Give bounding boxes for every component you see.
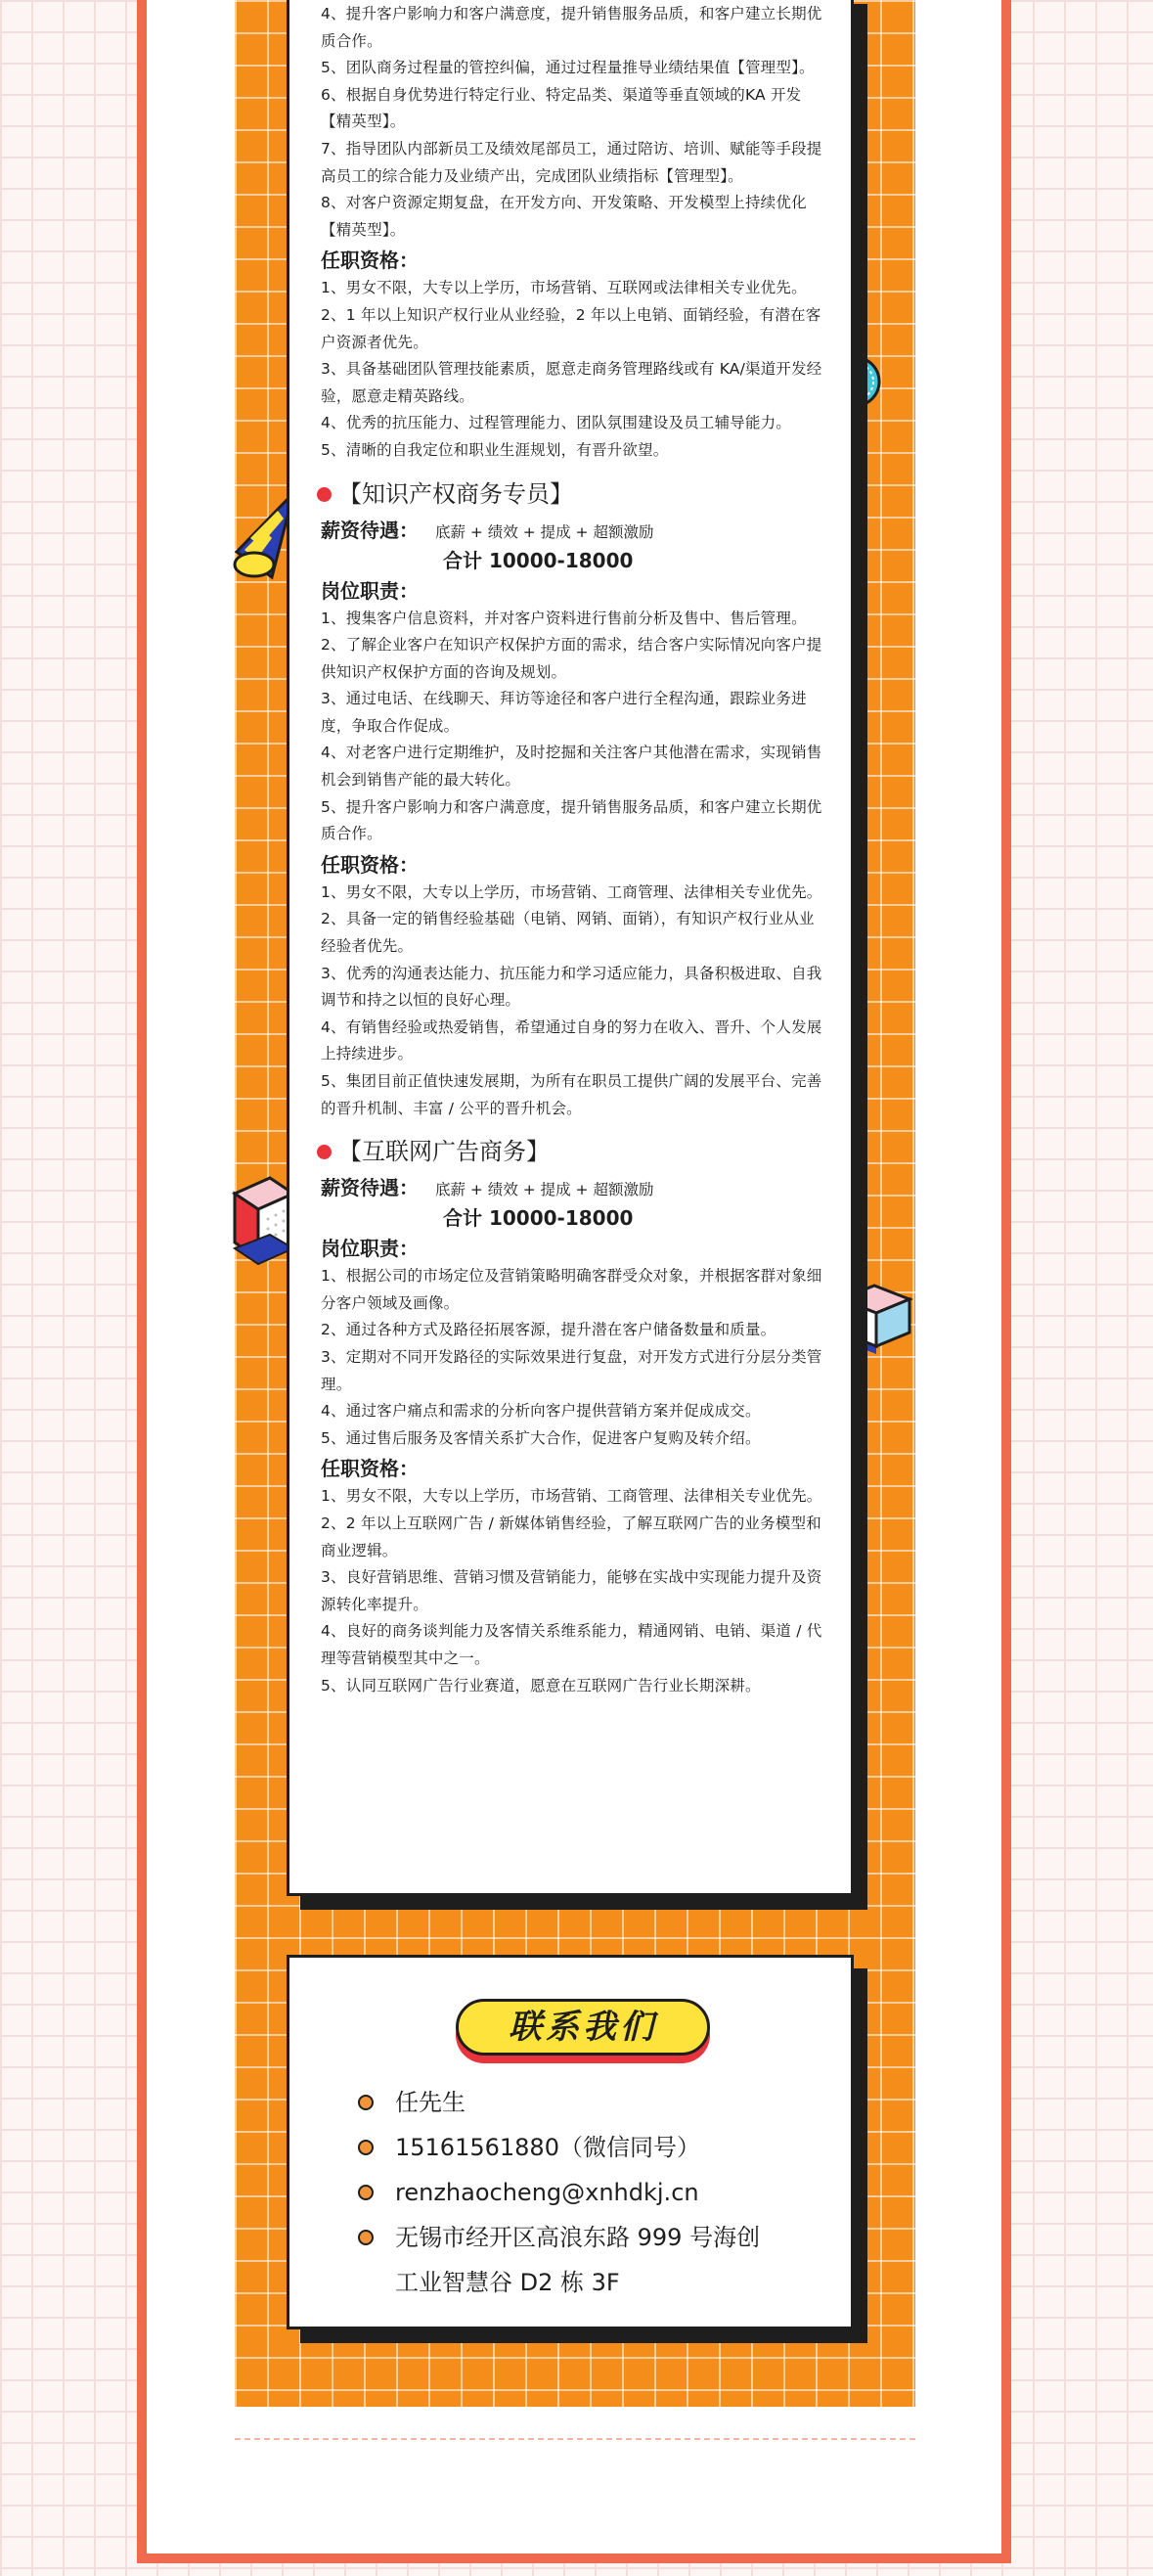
list-item: 1、根据公司的市场定位及营销策略明确客群受众对象，并根据客群对象细分客户领域及画像。	[321, 1267, 822, 1312]
list-item: 3、定期对不同开发路径的实际效果进行复盘，对开发方式进行分层分类管理。	[321, 1347, 822, 1393]
list-item: 5、通过售后服务及客情关系扩大合作，促进客户复购及转介绍。	[321, 1428, 761, 1447]
contact-address-line2: 工业智慧谷 D2 栋 3F	[395, 2269, 620, 2296]
list-item: 8、对客户资源定期复盘，在开发方向、开发策略、开发模型上持续优化【精英型】。	[321, 194, 807, 239]
list-item: 4、提升客户影响力和客户满意度，提升销售服务品质，和客户建立长期优质合作。	[321, 5, 822, 50]
list-item: 4、对老客户进行定期维护，及时挖掘和关注客户其他潜在需求，实现销售机会到销售产能的最大转化。	[321, 744, 822, 790]
salary-row	[321, 1173, 823, 1204]
bullet-icon	[358, 2140, 374, 2155]
contact-name	[358, 2080, 831, 2125]
list-item: 4、通过客户痛点和需求的分析向客户提供营销方案并促成成交。	[321, 1402, 761, 1421]
qualifications-heading: 任职资格：	[321, 249, 419, 273]
list-item: 5、集团目前正值快速发展期，为所有在职员工提供广阔的发展平台、完善的晋升机制、丰富 / 公平的晋升机会。	[321, 1072, 822, 1117]
section-title-text: 【互联网广告商务】	[338, 1138, 550, 1166]
salary-total: 合计 10000-18000	[443, 548, 634, 572]
list-item: 5、认同互联网广告行业赛道，愿意在互联网广告行业长期深耕。	[321, 1676, 761, 1695]
contact-email[interactable]	[358, 2170, 831, 2215]
dashed-divider	[235, 2438, 915, 2440]
list-item: 5、清晰的自我定位和职业生涯规划，有晋升欲望。	[321, 440, 669, 459]
bullet-icon	[358, 2230, 374, 2245]
contact-us-button[interactable]: 联系我们	[456, 1999, 710, 2056]
list-item: 3、优秀的沟通表达能力、抗压能力和学习适应能力，具备积极进取、自我调节和持之以恒的良好心理。	[321, 964, 822, 1010]
salary-label: 薪资待遇：	[321, 1176, 419, 1200]
ip-duties-list	[321, 606, 823, 848]
qualifications-heading: 任职资格：	[321, 1457, 419, 1481]
red-dot-icon	[317, 487, 332, 502]
red-dot-icon	[317, 1145, 332, 1159]
list-item: 1、搜集客户信息资料，并对客户资料进行售前分析及售中、售后管理。	[321, 609, 807, 627]
list-item: 2、2 年以上互联网广告 / 新媒体销售经验，了解互联网广告的业务模型和商业逻辑。	[321, 1514, 821, 1559]
ip-qualifications-list	[321, 880, 823, 1122]
list-item: 1、男女不限，大专以上学历，市场营销、工商管理、法律相关专业优先。	[321, 882, 822, 901]
list-item: 3、良好营销思维、营销习惯及营销能力，能够在实战中实现能力提升及资源转化率提升。	[321, 1568, 822, 1613]
salary-total: 合计 10000-18000	[443, 1206, 634, 1231]
list-item: 4、有销售经验或热爱销售，希望通过自身的努力在收入、晋升、个人发展上持续进步。	[321, 1017, 822, 1063]
section-title-ip-specialist	[321, 476, 823, 512]
prev-duties-list	[321, 1, 823, 244]
bullet-icon	[358, 2185, 374, 2200]
contact-phone-text[interactable]: 15161561880（微信同号）	[395, 2134, 700, 2161]
list-item: 4、优秀的抗压能力、过程管理能力、团队氛围建设及员工辅导能力。	[321, 414, 792, 432]
salary-row	[321, 516, 823, 547]
salary-label: 薪资待遇：	[321, 518, 419, 542]
list-item: 5、提升客户影响力和客户满意度，提升销售服务品质，和客户建立长期优质合作。	[321, 797, 822, 843]
list-item: 1、男女不限，大专以上学历，市场营销、工商管理、法律相关专业优先。	[321, 1487, 822, 1506]
list-item: 2、了解企业客户在知识产权保护方面的需求，结合客户实际情况向客户提供知识产权保护方面的咨询及规划。	[321, 636, 822, 681]
section-title-text: 【知识产权商务专员】	[338, 479, 573, 508]
contact-email-text[interactable]: renzhaocheng@xnhdkj.cn	[395, 2179, 699, 2206]
list-item: 5、团队商务过程量的管控纠偏，通过过程量推导业绩结果值【管理型】。	[321, 59, 815, 77]
salary-desc: 底薪 + 绩效 + 提成 + 超额激励	[434, 522, 654, 541]
list-item: 3、通过电话、在线聊天、拜访等途径和客户进行全程沟通，跟踪业务进度，争取合作促成。	[321, 690, 807, 735]
list-item: 1、男女不限，大专以上学历，市场营销、互联网或法律相关专业优先。	[321, 279, 807, 297]
duties-heading: 岗位职责：	[321, 1237, 419, 1261]
list-item: 2、通过各种方式及路径拓展客源，提升潜在客户储备数量和质量。	[321, 1321, 776, 1339]
ad-qualifications-list	[321, 1483, 823, 1699]
salary-desc: 底薪 + 绩效 + 提成 + 超额激励	[434, 1181, 654, 1199]
list-item: 7、指导团队内部新员工及绩效尾部员工，通过陪访、培训、赋能等手段提高员工的综合能力及业绩产出，完成团队业绩指标【管理型】。	[321, 139, 822, 185]
duties-heading: 岗位职责：	[321, 578, 419, 603]
contact-address-line1: 无锡市经开区高浪东路 999 号海创	[395, 2224, 761, 2251]
list-item: 6、根据自身优势进行特定行业、特定品类、渠道等垂直领域的KA 开发【精英型】。	[321, 85, 802, 131]
section-title-internet-ad	[321, 1134, 823, 1169]
prev-qualifications-list	[321, 275, 823, 464]
ad-duties-list	[321, 1263, 823, 1452]
qualifications-heading: 任职资格：	[321, 852, 419, 877]
list-item: 3、具备基础团队管理技能素质，愿意走商务管理路线或有 KA/渠道开发经验，愿意走精英路线。	[321, 360, 822, 405]
bullet-icon	[358, 2095, 374, 2110]
contact-phone[interactable]	[358, 2125, 831, 2170]
contact-name-text: 任先生	[395, 2089, 466, 2116]
contact-address	[358, 2215, 831, 2305]
contact-list	[358, 2080, 831, 2305]
contact-card	[287, 1955, 854, 2329]
list-item: 2、1 年以上知识产权行业从业经验，2 年以上电销、面销经验，有潜在客户资源者优先。	[321, 305, 821, 351]
list-item: 4、良好的商务谈判能力及客情关系维系能力，精通网销、电销、渠道 / 代理等营销模型其中之一。	[321, 1622, 822, 1667]
job-listing-card	[287, 0, 854, 1896]
list-item: 2、具备一定的销售经验基础（电销、网销、面销），有知识产权行业从业经验者优先。	[321, 910, 815, 956]
